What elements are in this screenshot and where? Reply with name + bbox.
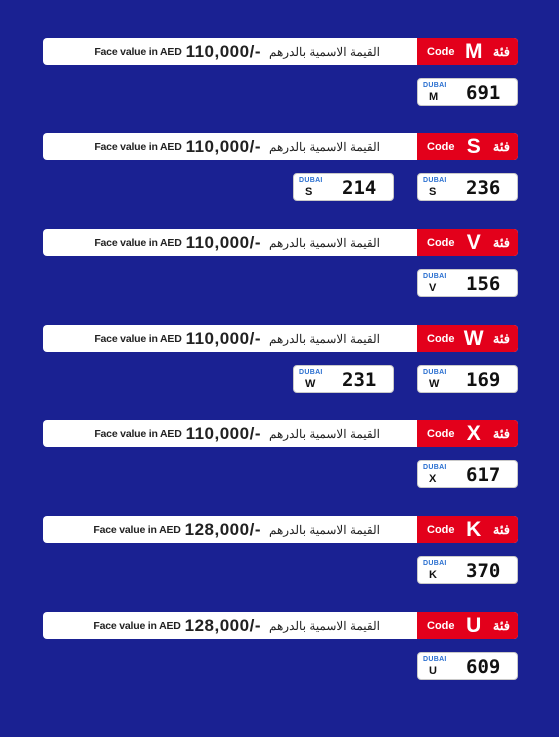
plate-category-6 [43,612,518,682]
code-badge [417,38,518,65]
code-letter: W [463,327,484,350]
plates-row [43,460,518,490]
face-value [94,420,380,447]
dubai-logo: DUBAI [299,177,323,184]
code-letter: U [466,614,482,637]
dubai-logo: DUBAI [423,177,447,184]
code-label: Code [427,236,455,249]
face-value-label-en: Face value in AED [94,140,182,153]
plates-row [43,269,518,299]
dubai-logo: DUBAI [299,369,323,376]
plate-letter: X [429,473,437,485]
plates-row [43,365,518,395]
plates-row [43,652,518,682]
plate-letter: S [305,186,313,198]
category-header [43,38,518,65]
plate-number: 691 [466,82,501,104]
code-badge [417,325,518,352]
code-badge [417,133,518,160]
plate-letter: K [429,569,437,581]
face-value [94,133,380,160]
plate-category-1 [43,133,518,203]
face-value [94,325,380,352]
face-value-label-en: Face value in AED [93,523,181,536]
plate-category-3 [43,325,518,395]
face-value-label-ar: القيمة الاسمية بالدرهم [268,426,380,441]
code-letter: X [466,422,481,445]
face-value [93,516,380,543]
number-plate[interactable] [417,173,518,201]
plate-letter: W [429,378,440,390]
category-header [43,325,518,352]
plates-row [43,556,518,586]
number-plate[interactable] [293,173,394,201]
category-label-ar: فئة [492,138,510,154]
plate-category-5 [43,516,518,586]
plates-row [43,173,518,203]
number-plate[interactable] [417,652,518,680]
plate-category-2 [43,229,518,299]
plate-letter: U [429,665,437,677]
face-value-label-en: Face value in AED [94,45,182,58]
category-label-ar: فئة [492,617,510,633]
code-letter: S [466,135,481,158]
category-header [43,612,518,639]
plate-number: 617 [466,464,501,486]
face-value [94,38,380,65]
code-badge [417,612,518,639]
face-value [94,229,380,256]
face-value-amount: 110,000/- [185,136,261,156]
face-value-amount: 110,000/- [185,423,261,443]
face-value-label-en: Face value in AED [93,619,181,632]
face-value-label-en: Face value in AED [94,332,182,345]
plate-number: 156 [466,273,501,295]
plate-letter: W [305,378,316,390]
plates-row [43,78,518,108]
number-plate[interactable] [293,365,394,393]
plate-letter: V [429,282,437,294]
category-label-ar: فئة [492,234,510,250]
code-letter: K [466,518,482,541]
code-letter: M [464,40,483,63]
face-value-amount: 110,000/- [185,328,261,348]
category-label-ar: فئة [492,330,510,346]
category-header [43,133,518,160]
plate-number: 214 [342,177,377,199]
code-label: Code [427,45,455,58]
code-label: Code [427,140,455,153]
category-label-ar: فئة [492,425,510,441]
dubai-logo: DUBAI [423,273,447,280]
dubai-logo: DUBAI [423,464,447,471]
plate-category-4 [43,420,518,490]
number-plate[interactable] [417,78,518,106]
category-header [43,516,518,543]
plate-letter: S [429,186,437,198]
category-header [43,420,518,447]
plate-number: 236 [466,177,501,199]
dubai-logo: DUBAI [423,656,447,663]
code-label: Code [427,619,455,632]
number-plate[interactable] [417,269,518,297]
number-plate[interactable] [417,460,518,488]
plate-number: 609 [466,656,501,678]
category-label-ar: فئة [492,521,510,537]
face-value-label-ar: القيمة الاسمية بالدرهم [268,618,380,633]
plate-number: 169 [466,369,501,391]
plate-number: 231 [342,369,377,391]
code-label: Code [427,332,455,345]
code-letter: V [466,231,481,254]
face-value-amount: 128,000/- [184,615,261,635]
face-value-label-ar: القيمة الاسمية بالدرهم [268,44,380,59]
code-label: Code [427,427,455,440]
code-badge [417,420,518,447]
face-value-label-ar: القيمة الاسمية بالدرهم [268,522,380,537]
code-badge [417,516,518,543]
face-value [93,612,380,639]
code-label: Code [427,523,455,536]
face-value-amount: 128,000/- [184,519,261,539]
plate-letter: M [429,91,439,103]
dubai-logo: DUBAI [423,560,447,567]
face-value-label-ar: القيمة الاسمية بالدرهم [268,331,380,346]
dubai-logo: DUBAI [423,369,447,376]
category-header [43,229,518,256]
face-value-label-ar: القيمة الاسمية بالدرهم [268,139,380,154]
face-value-label-en: Face value in AED [94,427,182,440]
code-badge [417,229,518,256]
plate-category-0 [43,38,518,108]
dubai-logo: DUBAI [423,82,447,89]
face-value-amount: 110,000/- [185,232,261,252]
number-plate[interactable] [417,556,518,584]
number-plate[interactable] [417,365,518,393]
face-value-label-ar: القيمة الاسمية بالدرهم [268,235,380,250]
category-label-ar: فئة [492,43,510,59]
face-value-amount: 110,000/- [185,41,261,61]
face-value-label-en: Face value in AED [94,236,182,249]
plate-number: 370 [466,560,501,582]
